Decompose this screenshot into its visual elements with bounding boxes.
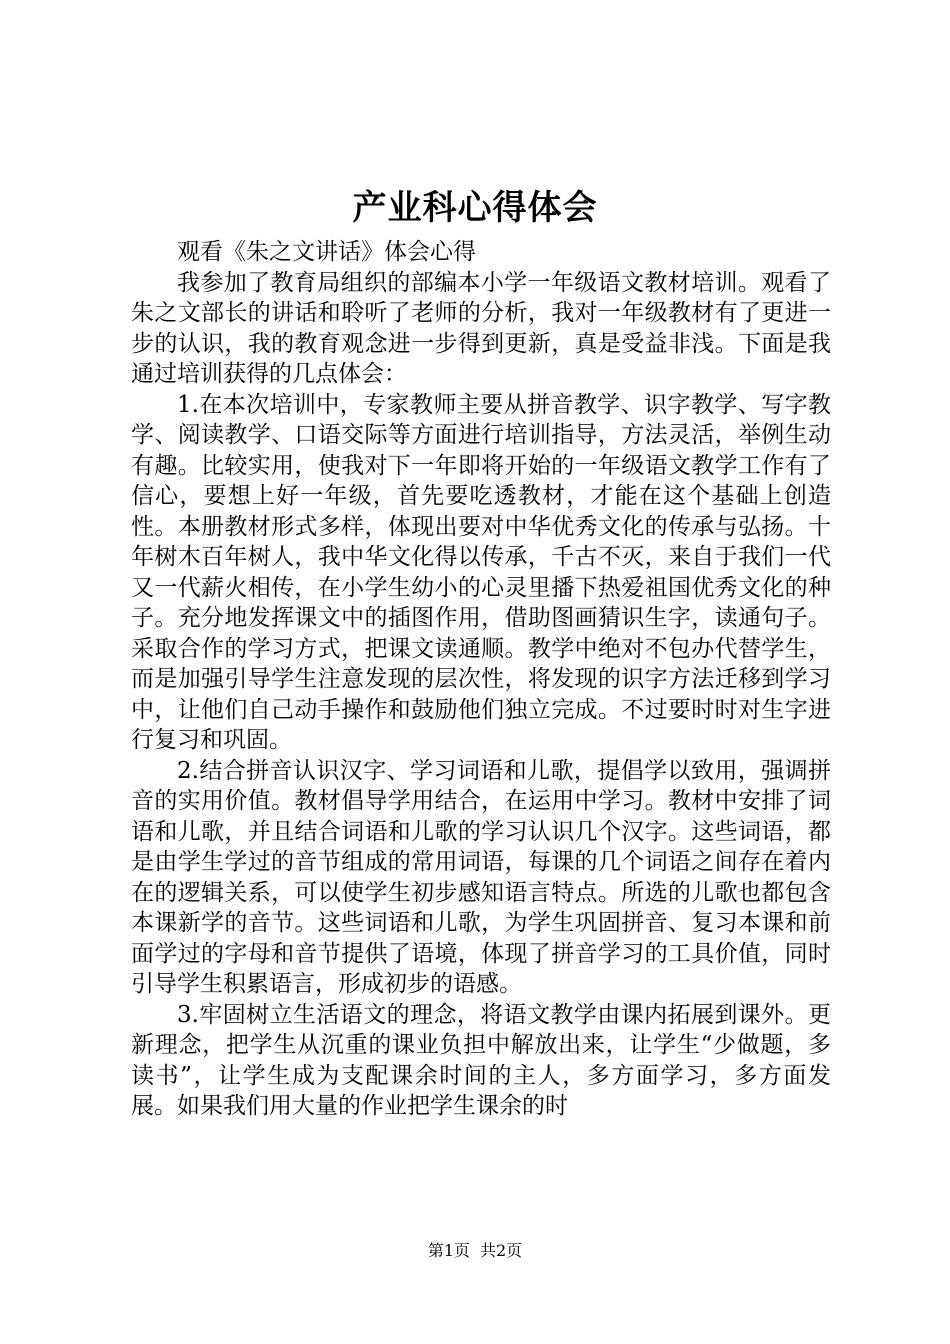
page-number: 第1页 [427,1241,470,1260]
page-total: 共2页 [480,1241,523,1260]
document-title: 产业科心得体会 [352,188,598,228]
point-3-paragraph: 3.牢固树立生活语文的理念，将语文教学由课内拓展到课外。更新理念，把学生从沉重的课业负担中解放出来，让学生“少做题，多读书”，让学生成为支配课余时间的主人，多方面学习，多方面发展。如果我们用大量的作业把学生课余的时 [131,1001,831,1119]
document-body [131,237,831,1122]
page-footer [0,1241,950,1261]
point-2-paragraph: 2.结合拼音认识汉字、学习词语和儿歌，提倡学以致用，强调拼音的实用价值。教材倡导学用结合，在运用中学习。教材中安排了词语和儿歌，并且结合词语和儿歌的学习认识几个汉字。这些词语，都是由学生学过的音节组成的常用词语，每课的几个词语之间存在着内在的逻辑关系，可以使学生初步感知语言特点。所选的儿歌也都包含本课新学的音节。这些词语和儿歌，为学生巩固拼音、复习本课和前面学过的字母和音节提供了语境，体现了拼音学习的工具价值，同时引导学生积累语言，形成初步的语感。 [131,757,831,997]
subtitle-paragraph: 观看《朱之文讲话》体会心得 [177,239,476,265]
point-1-paragraph: 1.在本次培训中，专家教师主要从拼音教学、识字教学、写字教学、阅读教学、口语交际等方面进行培训指导，方法灵活，举例生动有趣。比较实用，使我对下一年即将开始的一年级语文教学工作有了信心，要想上好一年级，首先要吃透教材，才能在这个基础上创造性。本册教材形式多样，体现出要对中华优秀文化的传承与弘扬。十年树木百年树人，我中华文化得以传承，千古不灭，来自于我们一代又一代薪火相传，在小学生幼小的心灵里播下热爱祖国优秀文化的种子。充分地发挥课文中的插图作用，借助图画猜识生字，读通句子。采取合作的学习方式，把课文读通顺。教学中绝对不包办代替学生，而是加强引导学生注意发现的层次性，将发现的识字方法迁移到学习中，让他们自己动手操作和鼓励他们独立完成。不过要时时对生字进行复习和巩固。 [131,391,831,753]
intro-paragraph: 我参加了教育局组织的部编本小学一年级语文教材培训。观看了朱之文部长的讲话和聆听了老师的分析，我对一年级教材有了更进一步的认识，我的教育观念进一步得到更新，真是受益非浅。下面是我通过培训获得的几点体会： [131,269,831,387]
